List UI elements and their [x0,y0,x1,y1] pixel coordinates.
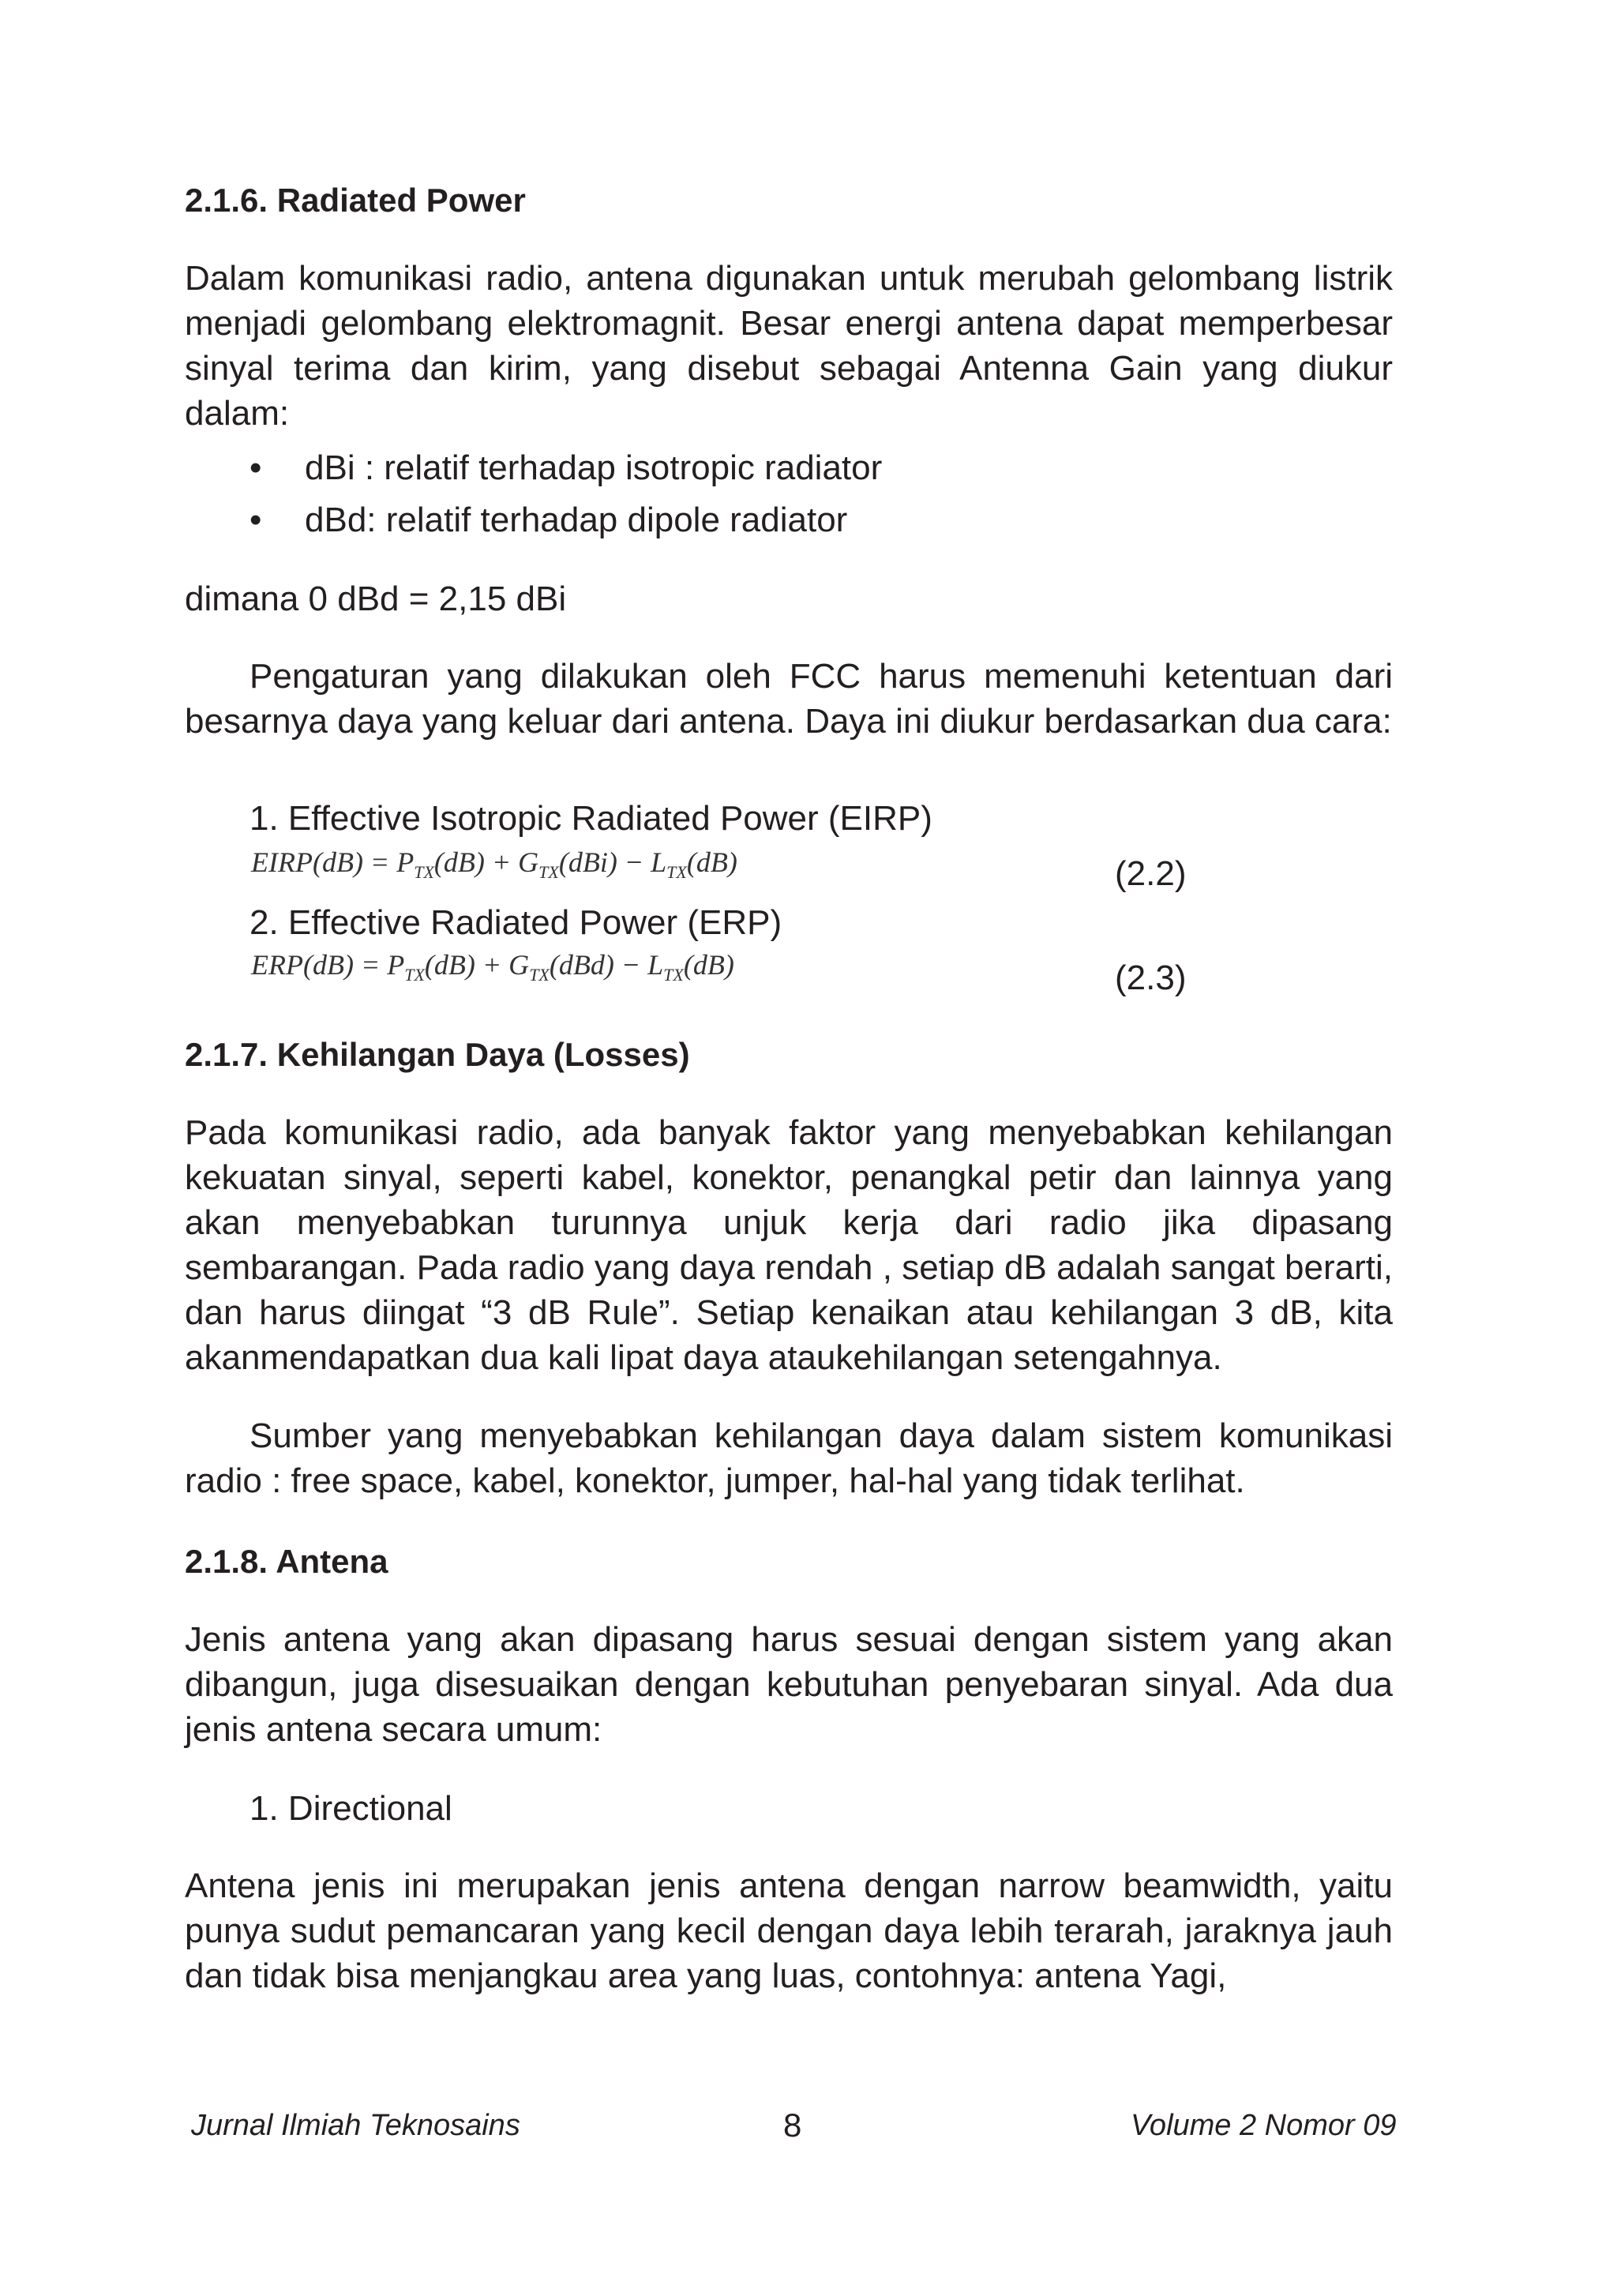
list-item [249,494,882,546]
footer-volume: Volume 2 Nomor 09 [1131,2109,1397,2142]
dbd-dbi-note: dimana 0 dBd = 2,15 dBi [185,580,567,618]
section-heading-antena: 2.1.8. Antena [185,1543,388,1580]
formula-erp: $ERP(dB) = P_{TX}(dB) + G_{TX}(dBd) - L_{TX}(dB)$ [251,949,734,985]
list-item-directional: 1. Directional [249,1789,452,1828]
document-page [185,0,1397,2296]
list-item-text: dBi : relatif terhadap isotropic radiator [305,448,883,487]
list-item-eirp: 1. Effective Isotropic Radiated Power (EIRP) [249,799,932,838]
footer-page-number: 8 [783,2107,802,2144]
gain-unit-list [249,442,882,546]
list-item-text: dBd: relatif terhadap dipole radiator [305,501,848,539]
list-item-erp: 2. Effective Radiated Power (ERP) [249,903,782,942]
paragraph-losses-factors: Pada komunikasi radio, ada banyak faktor yang menyebabkan kehilangan kekuatan sinyal, seperti kabel, konektor, penangkal petir dan lainnya yang akan menyebabkan turunnya unjuk kerja dari radio jika dipasang sembarangan. Pada radio yang daya rendah , setiap dB adalah sangat berarti, dan harus diingat “3 dB Rule”. Setiap kenaikan atau kehilangan 3 dB, kita akanmendapatkan dua kali lipat daya ataukehilangan setengahnya. [185,1113,1393,1377]
paragraph-antenna-types: Jenis antena yang akan dipasang harus sesuai dengan sistem yang akan dibangun, juga disesuaikan dengan kebutuhan penyebaran sinyal. Ada dua jenis antena secara umum: [185,1620,1393,1749]
paragraph-fcc-regulation: Pengaturan yang dilakukan oleh FCC harus memenuhi ketentuan dari besarnya daya yang keluar dari antena. Daya ini diukur berdasarkan dua cara: [185,657,1393,741]
section-heading-radiated-power: 2.1.6. Radiated Power [185,182,526,219]
list-item [249,442,882,494]
paragraph-directional-antenna: Antena jenis ini merupakan jenis antena dengan narrow beamwidth, yaitu punya sudut pemancaran yang kecil dengan daya lebih terarah, jaraknya jauh dan tidak bisa menjangkau area yang luas, contohnya: antena Yagi, [185,1866,1393,1995]
equation-number-2-3: (2.3) [1115,959,1187,997]
formula-eirp: EIRP(dB) = $P_{TX}(dB) + G_{TX}(dBi) - L_{TX}(dB)$ [251,846,737,883]
footer-journal-name: Jurnal Ilmiah Teknosains [191,2109,520,2142]
section-heading-losses: 2.1.7. Kehilangan Daya (Losses) [185,1036,690,1073]
paragraph-antenna-gain: Dalam komunikasi radio, antena digunakan untuk merubah gelombang listrik menjadi gelombang elektromagnit. Besar energi antena dapat memperbesar sinyal terima dan kirim, yang disebut sebagai Antenna Gain yang diukur dalam: [185,259,1393,433]
bullet-icon: • [249,501,262,539]
bullet-icon: • [249,448,262,487]
equation-number-2-2: (2.2) [1115,854,1187,893]
paragraph-losses-sources: Sumber yang menyebabkan kehilangan daya dalam sistem komunikasi radio : free space, kabel, konektor, jumper, hal-hal yang tidak terlihat. [185,1416,1393,1500]
